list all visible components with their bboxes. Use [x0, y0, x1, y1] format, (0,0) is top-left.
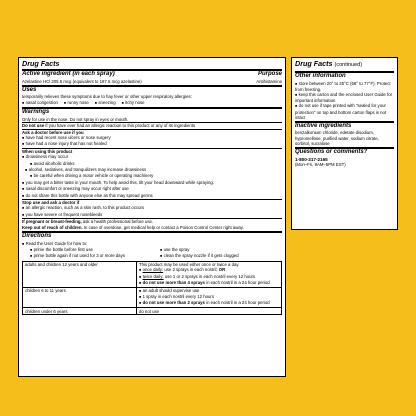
dose-text: in each nostril in a 24 hour period	[206, 279, 270, 285]
do-not-use-lead: Do not use	[22, 123, 45, 129]
dose-line: ■ 1 spray in each nostril every 12 hours	[139, 294, 279, 300]
inactive-heading: Inactive ingredients	[295, 122, 352, 129]
table-row	[23, 308, 282, 315]
table-cell: children 6 to 11 years	[23, 287, 137, 308]
keep-out-line	[22, 225, 282, 230]
list-item: ■ be careful when driving a motor vehicle or operating machinery	[22, 173, 282, 179]
active-ingredient-heading: Active ingredient (in each spray)	[22, 71, 115, 77]
list-item: ■ runny nose	[64, 100, 89, 106]
do-not-use-text: if you have ever had an allergic reaction to this product or any of its ingredients	[45, 123, 196, 129]
list-item: ■ an allergic reaction, such as a skin rash, to this product occurs	[22, 205, 282, 211]
active-ingredient-header	[22, 71, 282, 79]
list-item: ■ have had recent nose ulcers or nose surgery	[22, 135, 282, 141]
dose-line	[139, 300, 279, 306]
directions-list	[22, 247, 282, 260]
list-item: ■ clean the spray nozzle if it gets clogged	[152, 253, 282, 259]
when-using-heading: When using this product	[22, 148, 73, 154]
active-ingredient-text: Azelastine HCl 205.5 mcg (equivalent to 187.6 mcg azelastine)	[22, 78, 142, 84]
active-ingredient-row	[22, 79, 282, 84]
purpose-text: Antihistamine	[256, 78, 282, 84]
list-item: ■ prime bottle again if not used for 3 or more days	[22, 253, 152, 259]
pregnant-text: ask a health professional before use.	[82, 219, 154, 225]
list-item: ■ do not use if tape printed with "sealed for your protection" on top and bottom carton flaps is not intact	[295, 103, 394, 120]
warnings-heading: Warnings	[22, 109, 50, 116]
phone-number: 1-800-317-2165	[295, 156, 328, 162]
list-item: ■ do not share this bottle with anyone else as this may spread germs	[22, 193, 282, 199]
list-item: ■ store between 20° to 25°C (68° to 77°F). Protect from freezing.	[295, 81, 394, 92]
table-cell	[136, 287, 281, 308]
keep-out-lead: Keep out of reach of children.	[22, 224, 83, 230]
inactive-text: benzalkonium chloride, edetate disodium, hypromellose, purified water, sodium citrate, sorbitol, sucralose	[295, 130, 379, 146]
list-item: ■ Read the User Guide for how to:	[22, 241, 282, 247]
list-item: ■ alcohol, sedatives, and tranquilizers may increase drowsiness	[22, 167, 282, 173]
questions-heading: Questions or comments?	[295, 149, 368, 156]
dose-lead: once daily:	[142, 267, 164, 273]
dosage-table	[22, 261, 282, 316]
list-item: ■ use the spray	[152, 247, 282, 253]
dose-lead: twice daily:	[142, 273, 164, 279]
uses-list	[22, 100, 282, 106]
side-title: Drug Facts	[295, 59, 333, 68]
side-title-continued: (continued)	[334, 62, 363, 68]
list-item: ■ drowsiness may occur	[22, 154, 282, 160]
dose-limit: do not use more than 2 sprays	[142, 300, 205, 306]
uses-text: temporarily relieves these symptoms due to hay fever or other upper respiratory allergies:	[22, 94, 192, 100]
table-cell	[136, 261, 281, 287]
list-item: ■ nasal discomfort or sneezing may occur right after use	[22, 186, 282, 192]
table-cell: adults and children 12 years and older	[23, 261, 137, 287]
other-info-heading: Other information	[295, 73, 346, 79]
dose-text: in each nostril in a 24 hour period	[206, 300, 270, 306]
dose-or: OR	[218, 267, 226, 273]
warning-only-use: Only for use in the nose. Do not spray in eyes or mouth.	[22, 116, 129, 122]
dose-text: use 1 or 2 sprays in each nostril every 12 hours	[164, 273, 256, 279]
ask-doctor-heading: Ask a doctor before use if you	[22, 129, 84, 135]
list-item: ■ prime the bottle before first use	[22, 247, 152, 253]
drug-facts-title: Drug Facts	[22, 59, 60, 68]
pregnant-lead: If pregnant or breast-feeding,	[22, 219, 82, 225]
phone-hours: (Mon–Fri, 9AM–5PM EST)	[295, 162, 346, 168]
dose-note: This product may be used either once or twice a day.	[138, 262, 240, 268]
dose-limit: do not use more than 4 sprays	[142, 279, 205, 285]
directions-heading: Directions	[22, 233, 52, 240]
dose-line: ■ an adult should supervise use	[139, 288, 279, 294]
list-item: ■ you have severe or frequent nosebleeds	[22, 212, 282, 218]
stop-use-heading: Stop use and ask a doctor if	[22, 200, 80, 205]
list-item: ■ keep this carton and the enclosed User Guide for important information	[295, 92, 394, 103]
uses-heading: Uses	[22, 86, 37, 93]
drug-facts-title	[295, 59, 394, 70]
list-item: ■ avoid alcoholic drinks	[22, 161, 282, 167]
table-cell: do not use	[136, 308, 281, 315]
list-item: ■ have had a nose injury that has not healed	[22, 141, 282, 147]
list-item: ■ you may get a bitter taste in your mouth. To help avoid this, tilt your head downward while spraying.	[22, 180, 282, 186]
dose-line	[139, 280, 279, 286]
table-row	[23, 287, 282, 308]
purpose-heading: Purpose	[257, 71, 282, 77]
list-item: ■ sneezing	[95, 100, 116, 106]
dose-text: use 2 sprays in each nostril;	[164, 267, 218, 273]
table-row	[23, 261, 282, 287]
list-item: ■ nasal congestion	[22, 100, 58, 106]
table-cell: children under 6 years	[23, 308, 137, 315]
drug-facts-side-panel	[291, 57, 398, 230]
keep-out-text: In case of overdose, get medical help or contact a Poison Control Center right away.	[83, 224, 244, 230]
list-item: ■ itchy nose	[122, 100, 145, 106]
drug-facts-main-panel	[18, 57, 286, 377]
